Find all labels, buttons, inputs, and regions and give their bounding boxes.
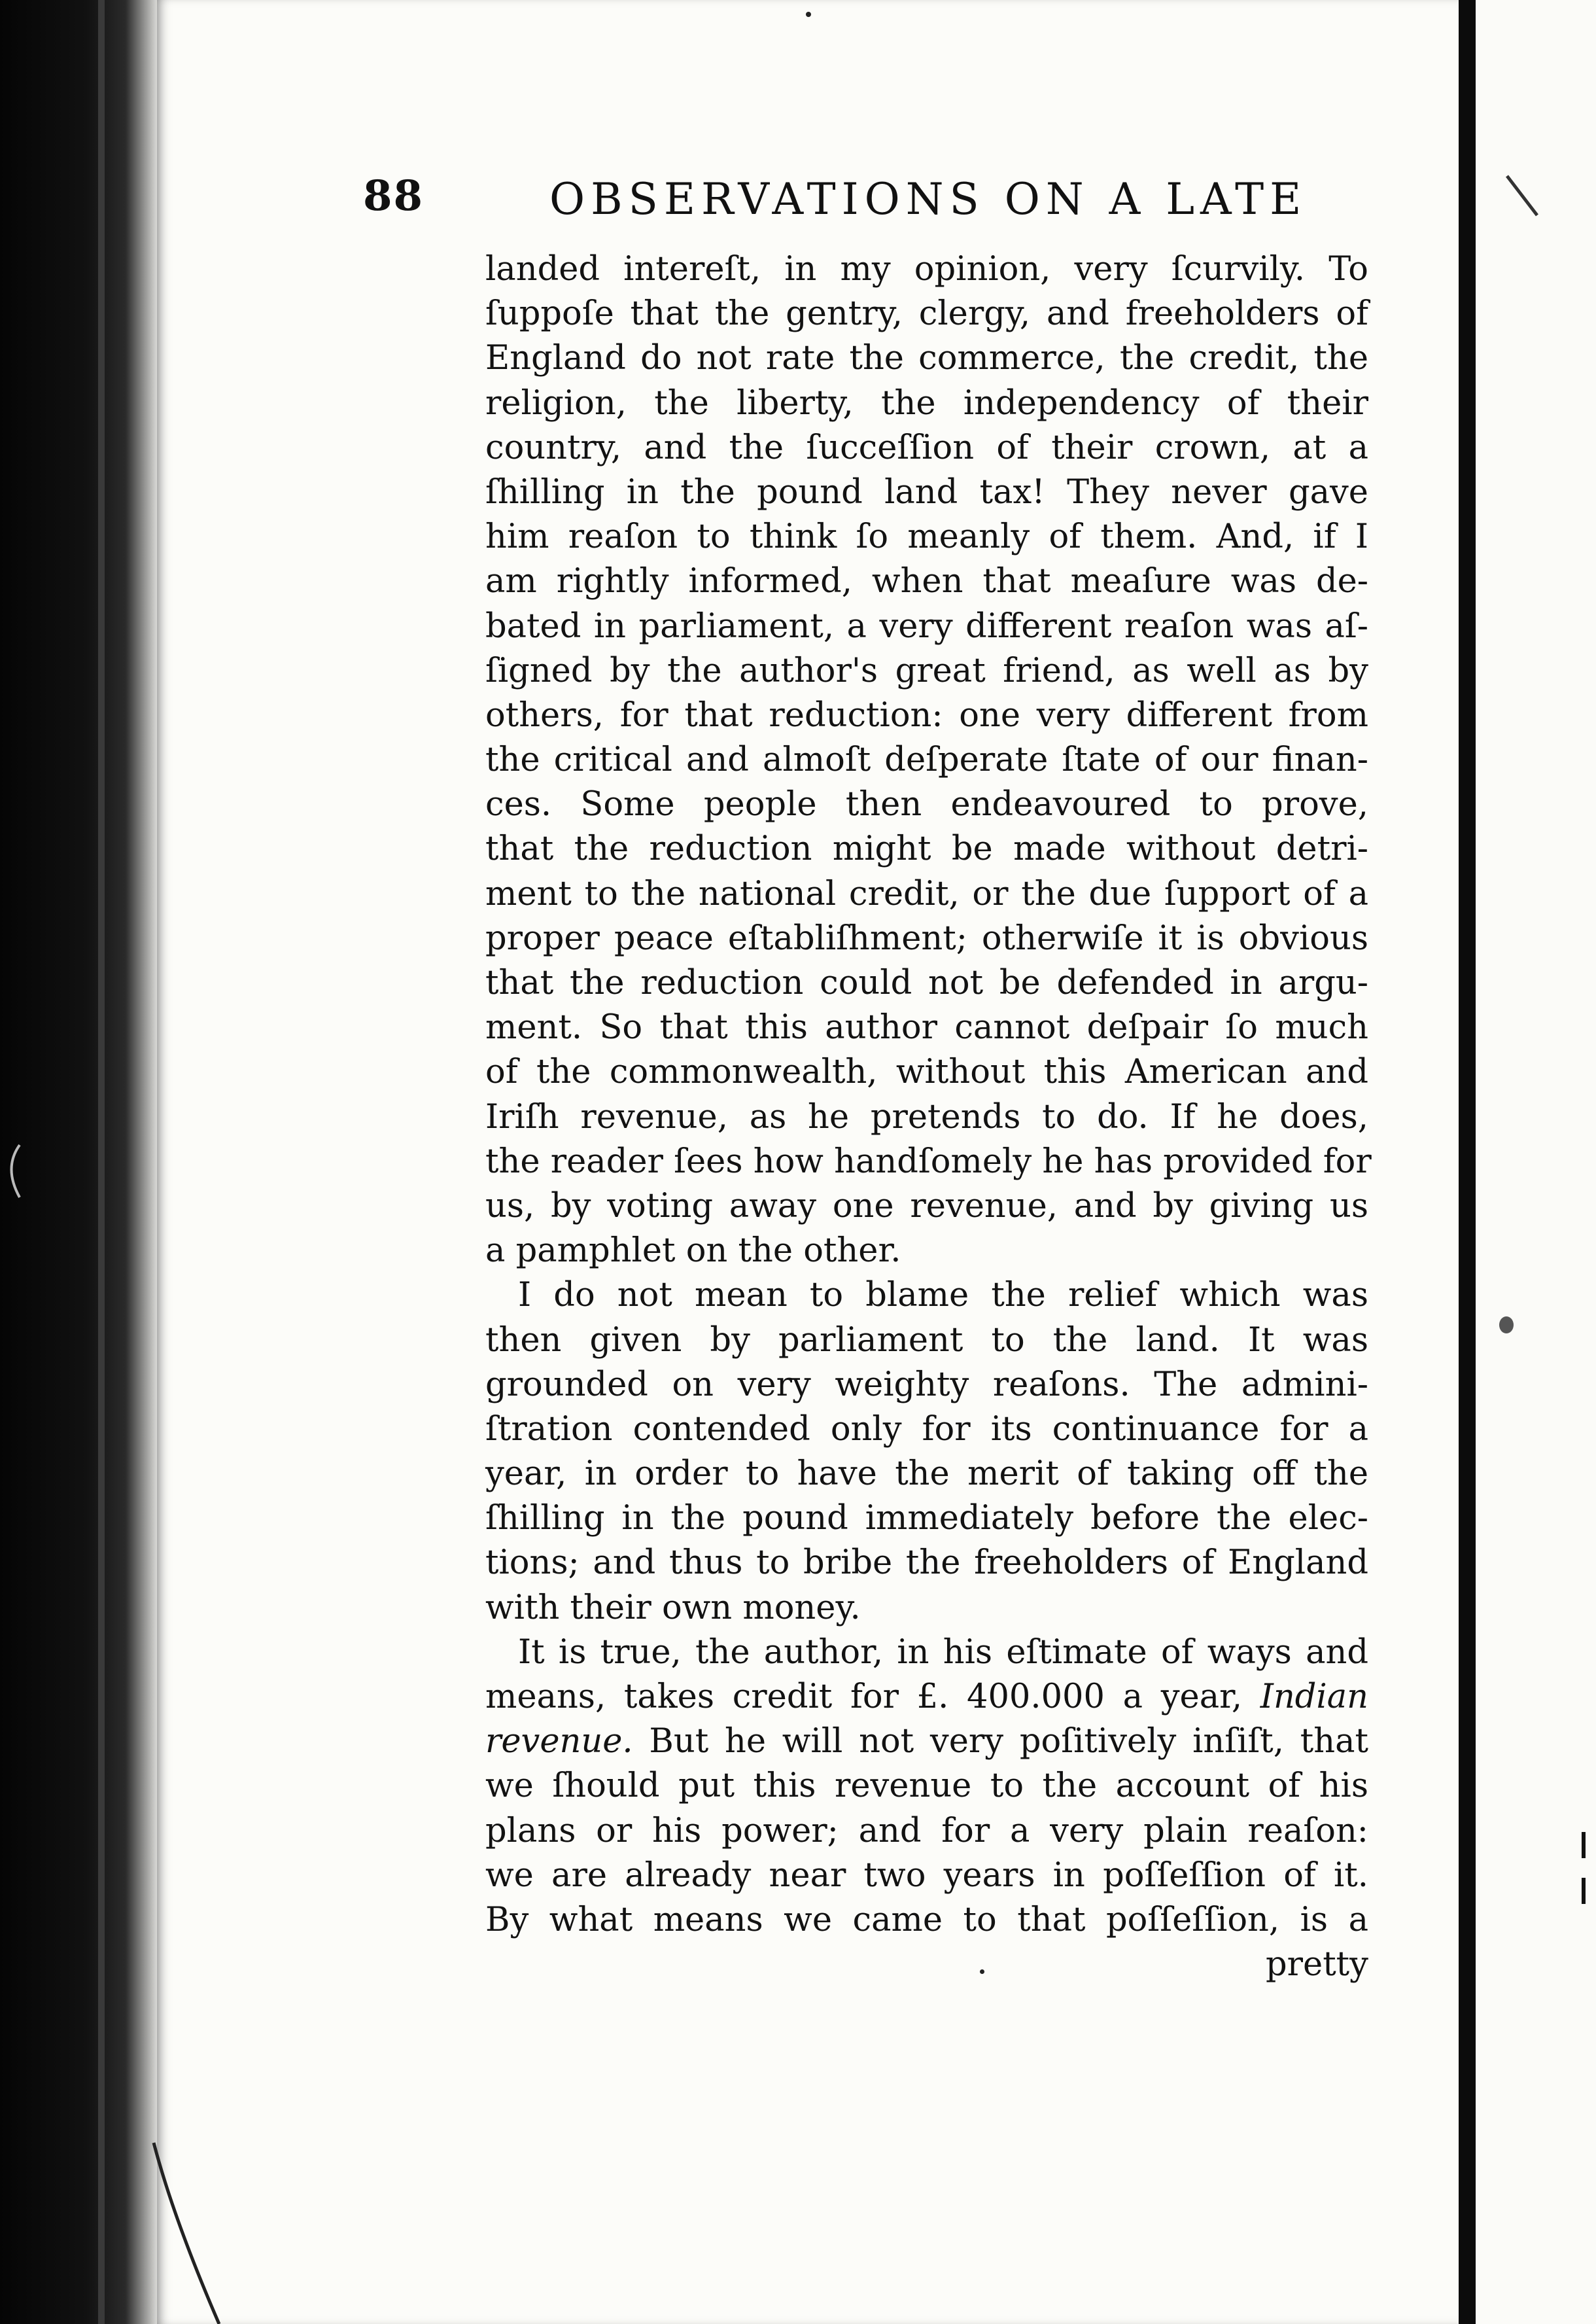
italic-word: Indian xyxy=(1260,1678,1368,1716)
text-line: him reaſon to think ſo meanly of them. And, if I xyxy=(485,518,1368,557)
ink-speck xyxy=(1499,1316,1514,1333)
page-corner-curl xyxy=(147,2139,226,2324)
text-line-with-italic xyxy=(485,1675,1368,1719)
text-line: bated in parliament, a very different reaſon was aſ- xyxy=(485,607,1368,646)
text-line: grounded on very weighty reaſons. The admini- xyxy=(485,1365,1368,1404)
margin-mark xyxy=(1580,1832,1593,1910)
text-line: of the commonwealth, without this American and xyxy=(485,1053,1368,1092)
text-line: we ſhould put this revenue to the account of his xyxy=(485,1767,1368,1806)
page-title: OBSERVATIONS ON A LATE xyxy=(549,174,1308,224)
page-number: 88 xyxy=(363,171,425,220)
text-line: then given by parliament to the land. It was xyxy=(485,1320,1368,1360)
margin-mark xyxy=(0,1142,26,1201)
text-line: ſigned by the author's great friend, as well as by xyxy=(485,651,1368,690)
text-line: England do not rate the commerce, the credit, the xyxy=(485,339,1368,378)
binding-edge xyxy=(98,0,105,2324)
italic-word: revenue. xyxy=(485,1722,633,1761)
running-head xyxy=(363,171,1380,243)
text-line: that the reduction could not be defended in argu- xyxy=(485,964,1368,1002)
text-line: Iriſh revenue, as he pretends to do. If he does, xyxy=(485,1097,1368,1136)
page-edge-shadow xyxy=(1459,0,1476,2324)
text-line: ſuppoſe that the gentry, clergy, and freeholders of xyxy=(485,294,1368,334)
text-line-with-italic xyxy=(485,1719,1368,1764)
text-line: landed intereſt, in my opinion, very ſcurvily. To xyxy=(485,250,1368,289)
text-line: tions; and thus to bribe the freeholders of England xyxy=(485,1543,1368,1583)
ink-speck xyxy=(806,12,811,17)
margin-mark xyxy=(1504,173,1544,226)
text-fragment: But he will not very poſitively inſiſt, that xyxy=(633,1722,1368,1761)
text-line: others, for that reduction: one very different from xyxy=(485,695,1368,735)
text-line: plans or his power; and for a very plain reaſon: xyxy=(485,1811,1368,1850)
text-line: By what means we came to that poſſeſſion, is a xyxy=(485,1900,1368,1939)
text-fragment: means, takes credit for £. 400.000 a year, xyxy=(485,1678,1243,1716)
text-line: we are already near two years in poſſeſſion of it. xyxy=(485,1856,1368,1895)
text-line: ment. So that this author cannot deſpair ſo much xyxy=(485,1008,1368,1048)
paragraph-start-line: It is true, the author, in his eſtimate of ways and xyxy=(518,1632,1368,1672)
text-line: am rightly informed, when that meaſure was de- xyxy=(485,562,1368,601)
text-line: country, and the ſucceſſion of their crown, at a xyxy=(485,428,1368,467)
text-line: the critical and almoſt deſperate ſtate of our finan- xyxy=(485,741,1368,780)
text-line: with their own money. xyxy=(485,1588,861,1627)
text-line: year, in order to have the merit of taking off the xyxy=(485,1454,1368,1494)
catchword: pretty xyxy=(1265,1945,1368,1984)
text-line: ſtration contended only for its continuance for a xyxy=(485,1409,1368,1449)
text-line: ment to the national credit, or the due ſupport of a xyxy=(485,874,1368,913)
text-line: ſhilling in the pound land tax! They never gave xyxy=(485,472,1368,512)
paragraph-start-line: I do not mean to blame the relief which was xyxy=(518,1276,1368,1315)
text-line: religion, the liberty, the independency of their xyxy=(485,383,1368,423)
body-text xyxy=(485,247,1372,1987)
text-line: that the reduction might be made without detri- xyxy=(485,830,1368,869)
text-line: us, by voting away one revenue, and by giving us xyxy=(485,1186,1368,1225)
facing-page-edge xyxy=(1476,0,1596,2324)
text-line: ſhilling in the pound immediately before the elec- xyxy=(485,1499,1368,1538)
text-line: ces. Some people then endeavoured to prove, xyxy=(485,785,1368,824)
text-line: the reader ſees how handſomely he has provided for xyxy=(485,1142,1372,1181)
text-line: proper peace eſtabliſhment; otherwiſe it is obvious xyxy=(485,919,1368,958)
text-line: a pamphlet on the other. xyxy=(485,1231,901,1271)
